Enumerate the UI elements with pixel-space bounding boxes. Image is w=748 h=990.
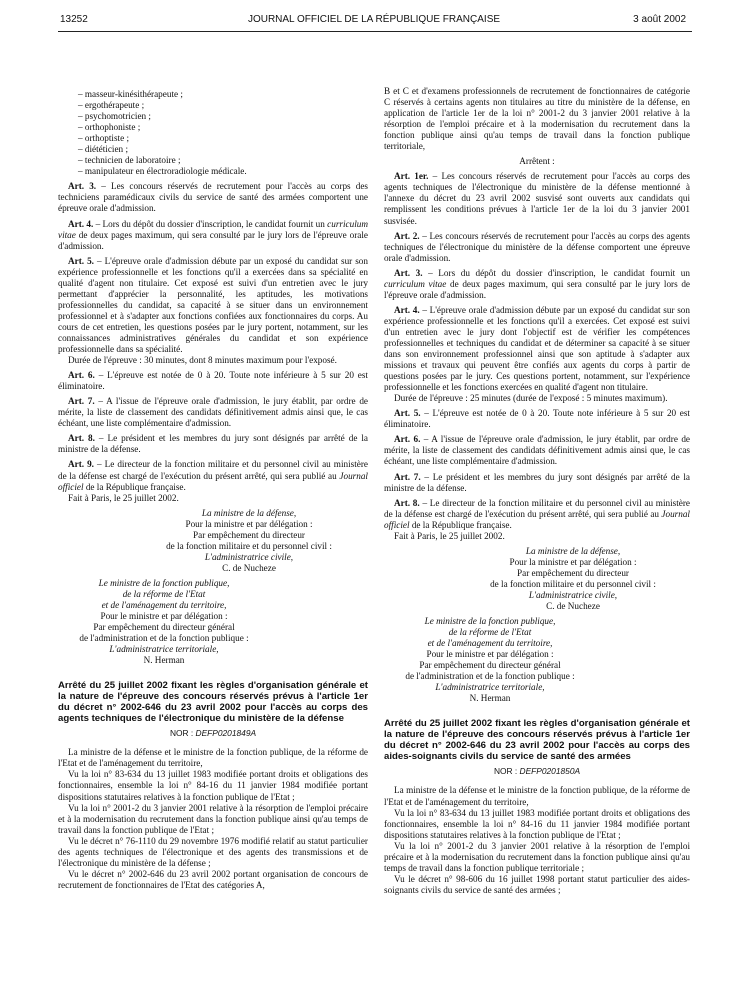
article-3: Art. 3. – Lors du dépôt du dossier d'inscription, le candidat fournit un curriculum vitae de deux pages maximum, qui sera consulté par le jury lors de l'épreuve orale d'admission. xyxy=(384,267,690,300)
article-label: Art. 8. xyxy=(68,433,95,444)
left-column xyxy=(58,89,368,891)
article-4-duration: Durée de l'épreuve : 25 minutes (durée de l'exposé : 5 minutes maximum). xyxy=(394,393,668,404)
paragraph: Vu le décret n° 76-1110 du 29 novembre 1976 modifié relatif au statut particulier des agents techniques de l'électronique et des agents des transmissions et de l'électronique du ministère de la défense ; xyxy=(58,835,368,868)
paragraph: La ministre de la défense et le ministre de la fonction publique, de la réforme de l'Etat et de l'aménagement du territoire, xyxy=(384,785,690,807)
article-5: Art. 5. – L'épreuve est notée de 0 à 20. Toute note inférieure à 5 sur 20 est éliminatoire. xyxy=(384,408,690,430)
article-5-duration: Durée de l'épreuve : 30 minutes, dont 8 minutes maximum pour l'exposé. xyxy=(68,355,337,366)
article-label: Art. 1er. xyxy=(394,171,429,182)
article-label: Art. 5. xyxy=(394,408,421,419)
article-label: Art. 8. xyxy=(394,497,420,508)
list-item: – masseur-kinésithérapeute ; xyxy=(78,89,183,99)
paragraph: Vu le décret n° 2002-646 du 23 avril 2002 portant organisation de concours de recrutement de fonctionnaires de l'Etat des catégories A, xyxy=(58,868,368,890)
signature-block-defense: La ministre de la défense, Pour la ministre et par délégation : Par empêchement du directeur de la fonction militaire et du personnel civil : L'administratrice civile, C. de Nucheze xyxy=(456,546,690,612)
nor-reference: NOR : DEFP0201849A xyxy=(169,728,257,739)
decree-title: Arrêté du 25 juillet 2002 fixant les règles d'organisation générale et la nature de l'épreuve des concours réservés prévus à l'article 1er du décret n° 2002-646 du 23 avril 2002 pour l'accès au corps des aides-soignants civils du service de santé des armées xyxy=(384,718,690,763)
right-column xyxy=(384,86,690,896)
article-4: Art. 4. – L'épreuve orale d'admission débute par un exposé du candidat sur son expérience professionnelle et les fonctions qu'il a exercées. Cet exposé est suivi d'un entretien avec le jury dont l'objectif est de vérifier les compétences professionnelles et techniques du candidat et de déterminer sa capacité à se situer dans son environnement professionnel ainsi que son aptitude à s'adapter aux missions et travaux qui peuvent être confiés aux agents du corps à partir de questions posées par le jury. Ces questions portent, notamment, sur l'expérience professionnelle et les fonctions exercées en qualité d'agent non titulaire. xyxy=(384,304,690,393)
signatory-name: N. Herman xyxy=(469,693,511,704)
signing-place-date: Fait à Paris, le 25 juillet 2002. xyxy=(394,530,505,541)
article-1: Art. 1er. – Les concours réservés de recrutement pour l'accès au corps des agents techniques de l'électronique du ministère de la défense mentionné à l'annexe du décret du 23 avril 2002 susvisé sont ouverts aux candidats qui remplissent les conditions prévues à l'article 1er de la loi du 3 janvier 2001 susvisée. xyxy=(384,171,690,226)
signatory-name: N. Herman xyxy=(143,655,185,666)
list-item: – orthoptiste ; xyxy=(78,133,130,144)
article-5: Art. 5. – L'épreuve orale d'admission débute par un exposé du candidat sur son expérience professionnelle et les fonctions qu'il a exercées dans sa spécialité en qualité d'agent non titulaire. Cet exposé est suivi d'un entretien avec le jury permettant d'apprécier la personnalité, les aptitudes, les motivations professionnelles du candidat, sa capacité à se situer dans un environnement professionnel et à s'adapter aux fonctions confiées aux fonctionnaires du corps. Au cours de cet entretien, les questions posées par le jury portent, notamment, sur les connaissances administratives générales du candidat et son expérience professionnelle dans sa spécialité. xyxy=(58,255,368,355)
signature-block-defense: La ministre de la défense, Pour la ministre et par délégation : Par empêchement du directeur de la fonction militaire et du personnel civil : L'administratrice civile, C. de Nucheze xyxy=(130,508,368,574)
list-item: – ergothérapeute ; xyxy=(78,100,145,111)
article-6: Art. 6. – L'épreuve est notée de 0 à 20. Toute note inférieure à 5 sur 20 est éliminatoire. xyxy=(58,370,368,392)
article-label: Art. 2. xyxy=(394,230,420,241)
article-label: Art. 6. xyxy=(394,434,421,445)
article-6: Art. 6. – A l'issue de l'épreuve orale d'admission, le jury établit, par ordre de mérite, la liste de classement des candidats définitivement admis ainsi que, le cas échéant, une liste complémentaire d'admission. xyxy=(384,434,690,467)
journal-title: JOURNAL OFFICIEL DE LA RÉPUBLIQUE FRANÇAISE xyxy=(247,14,501,25)
signatory-name: C. de Nucheze xyxy=(546,601,600,612)
article-label: Art. 7. xyxy=(68,396,95,407)
article-label: Art. 3. xyxy=(68,181,97,192)
paragraph: La ministre de la défense et le ministre de la fonction publique, de la réforme de l'Etat et de l'aménagement du territoire, xyxy=(58,747,368,769)
article-label: Art. 6. xyxy=(68,370,95,381)
paragraph: Vu la loi n° 83-634 du 13 juillet 1983 modifiée portant droits et obligations des fonctionnaires, ensemble la loi n° 84-16 du 11 janvier 1984 modifiée portant dispositions statutaires relatives à la fonction publique de l'Etat ; xyxy=(384,807,690,840)
signatory-name: C. de Nucheze xyxy=(222,562,276,573)
article-8: Art. 8. – Le directeur de la fonction militaire et du personnel civil au ministère de la défense est chargé de l'exécution du présent arrêté, qui sera publié au Journal officiel de la République française. xyxy=(384,497,690,530)
list-item: – technicien de laboratoire ; xyxy=(78,155,181,166)
arretent-heading: Arrêtent : xyxy=(519,156,555,167)
header-rule xyxy=(58,31,692,32)
profession-list xyxy=(58,89,368,177)
list-item: – orthophoniste ; xyxy=(78,122,141,133)
signature-block-fonction-publique: Le ministre de la fonction publique, de la réforme de l'Etat et de l'aménagement du territoire, Pour le ministre et par délégation : Par empêchement du directeur général de l'administration et de la fonction publique : L'administratrice territoriale, N. Herman xyxy=(374,616,606,704)
article-label: Art. 4. xyxy=(68,218,94,229)
article-2: Art. 2. – Les concours réservés de recrutement pour l'accès au corps des agents techniques de l'électronique du ministère de la défense comportent une épreuve orale d'admission. xyxy=(384,230,690,263)
article-9: Art. 9. – Le directeur de la fonction militaire et du personnel civil au ministère de la défense est chargé de l'exécution du présent arrêté, qui sera publié au Journal officiel de la République française. xyxy=(58,459,368,492)
signing-place-date: Fait à Paris, le 25 juillet 2002. xyxy=(68,492,179,503)
paragraph: Vu le décret n° 98-606 du 16 juillet 1998 portant statut particulier des aides-soignants civils du service de santé des armées ; xyxy=(384,873,690,895)
article-8: Art. 8. – Le président et les membres du jury sont désignés par arrêté de la ministre de la défense. xyxy=(58,433,369,455)
list-item: – psychomotricien ; xyxy=(78,111,151,122)
list-item: – manipulateur en électroradiologie médicale. xyxy=(78,166,247,177)
article-label: Art. 5. xyxy=(68,255,94,266)
paragraph: Vu la loi n° 83-634 du 13 juillet 1983 modifiée portant droits et obligations des fonctionnaires, ensemble la loi n° 84-16 du 11 janvier 1984 modifiée portant dispositions statutaires relatives à la fonction publique de l'Etat ; xyxy=(58,769,368,802)
article-3: Art. 3. – Les concours réservés de recrutement pour l'accès au corps des techniciens paramédicaux civils du service de santé des armées comportent une épreuve orale d'admission. xyxy=(58,181,369,214)
paragraph: Vu la loi n° 2001-2 du 3 janvier 2001 relative à la résorption de l'emploi précaire et à la modernisation du recrutement dans la fonction publique ainsi qu'au temps de travail dans la fonction publique de l'Etat ; xyxy=(58,802,368,835)
paragraph: B et C et d'examens professionnels de recrutement de fonctionnaires de catégorie C réservés à certains agents non titulaires au titre du ministère de la défense, en application de l'article 1er de la loi n° 2001-2 du 3 janvier 2001 relative à la résorption de l'emploi précaire et à la modernisation du recrutement dans la fonction publique ainsi qu'au temps de travail dans la fonction publique territoriale, xyxy=(384,86,690,152)
publication-date: 3 août 2002 xyxy=(633,14,686,25)
signature-block-fonction-publique: Le ministre de la fonction publique, de la réforme de l'Etat et de l'aménagement du territoire, Pour le ministre et par délégation : Par empêchement du directeur général de l'administration et de la fonction publique : L'administratrice territoriale, N. Herman xyxy=(48,578,280,666)
article-label: Art. 4. xyxy=(394,304,420,315)
article-label: Art. 7. xyxy=(394,471,421,482)
article-4: Art. 4. – Lors du dépôt du dossier d'inscription, le candidat fournit un curriculum vitae de deux pages maximum, qui sera consulté par le jury lors de l'épreuve orale d'admission. xyxy=(58,218,368,251)
article-7: Art. 7. – Le président et les membres du jury sont désignés par arrêté de la ministre de la défense. xyxy=(384,471,690,493)
nor-reference: NOR : DEFP0201850A xyxy=(493,766,581,777)
page-number: 13252 xyxy=(60,14,88,25)
article-label: Art. 3. xyxy=(394,267,423,278)
paragraph: Vu la loi n° 2001-2 du 3 janvier 2001 relative à la résorption de l'emploi précaire et à la modernisation du recrutement dans la fonction publique ainsi qu'au temps de travail dans la fonction publique territoriale ; xyxy=(384,840,690,873)
article-label: Art. 9. xyxy=(68,459,94,470)
decree-title: Arrêté du 25 juillet 2002 fixant les règles d'organisation générale et la nature de l'épreuve des concours réservés prévus à l'article 1er du décret n° 2002-646 du 23 avril 2002 pour l'accès au corps des agents techniques de l'électronique du ministère de la défense xyxy=(58,680,368,725)
list-item: – diététicien ; xyxy=(78,144,129,155)
article-7: Art. 7. – A l'issue de l'épreuve orale d'admission, le jury établit, par ordre de mérite, la liste de classement des candidats définitivement admis ainsi que, le cas échéant, une liste complémentaire d'admission. xyxy=(58,396,368,429)
page-header xyxy=(0,14,748,30)
